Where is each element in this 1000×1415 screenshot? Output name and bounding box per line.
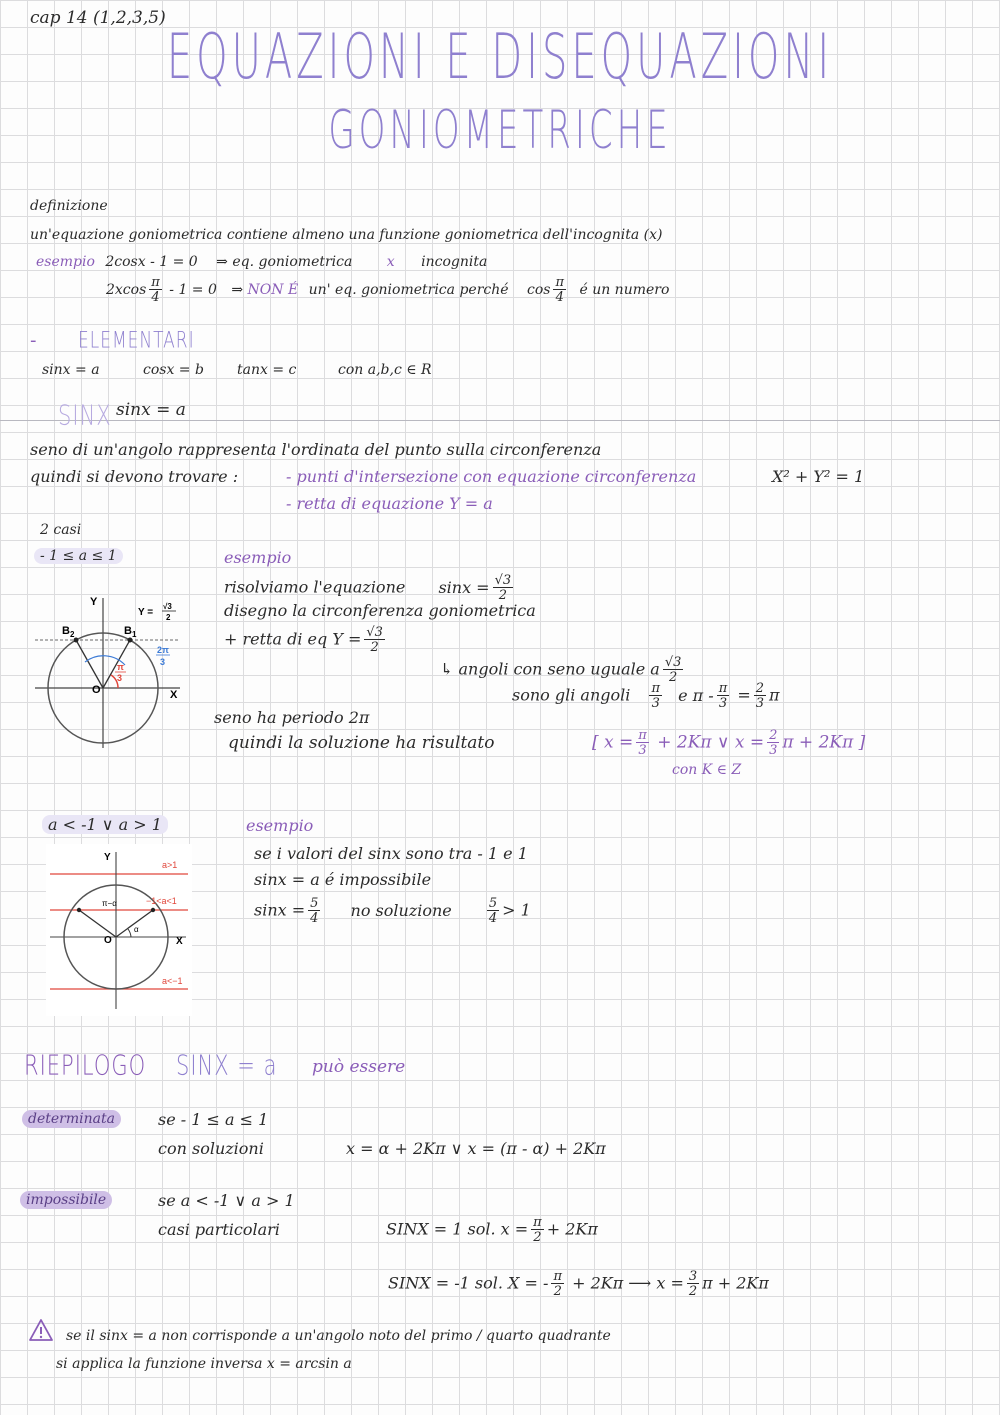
example2-end: é un numero — [579, 282, 670, 298]
sinx-line1: seno di un'angolo rappresenta l'ordinata del punto sulla circonferenza — [30, 440, 602, 459]
case2-example-label: esempio — [246, 816, 314, 835]
label-pi-alpha: π−α — [102, 899, 117, 908]
solution-end: π + 2Kπ ] — [782, 732, 866, 753]
example2-text: un' eq. goniometrica perché — [308, 282, 509, 298]
section-divider — [0, 420, 1000, 421]
elementari-condition: con a,b,c ∈ R — [338, 362, 432, 378]
case2-condition: a < -1 ∨ a > 1 — [42, 815, 168, 834]
solution-mid: + 2Kπ ∨ x = — [657, 732, 765, 753]
label-a-gt-1: a>1 — [162, 860, 178, 870]
point-alpha — [151, 908, 155, 912]
example-label: esempio — [36, 254, 95, 270]
case2-line2: sinx = a é impossibile — [254, 870, 432, 889]
solution-open: [ x = — [592, 732, 634, 753]
elementari-heading: ELEMENTARI — [78, 328, 195, 354]
radius-b2 — [76, 640, 103, 688]
example2-cos-fraction: $\frac{\pi}{4}$ — [555, 275, 564, 305]
case1-line5-and: e π - — [678, 685, 714, 705]
case1-line5-text: sono gli angoli — [512, 685, 631, 705]
label-x-2: X — [176, 936, 183, 947]
example1-eq: 2cosx - 1 = 0 — [105, 254, 198, 270]
label-a-between: −1<a<1 — [146, 896, 177, 906]
label-o-2: O — [104, 935, 112, 946]
label-alpha: α — [134, 925, 139, 934]
part2-fraction: $\frac{\pi}{2}$ — [553, 1269, 562, 1299]
definition-heading: definizione — [30, 198, 108, 214]
case1-line3-fraction: $\frac{√3}{2}$ — [366, 625, 383, 655]
solution-fraction2: $\frac{2}{3}$ — [769, 728, 778, 758]
particular-case2 — [388, 1270, 769, 1298]
case2-line3-fraction: $\frac{5}{4}$ — [310, 896, 319, 926]
example2-post: - 1 = 0 — [169, 282, 217, 298]
case1-line2: disegno la circonferenza goniometrica — [224, 601, 536, 620]
part2-fraction2: $\frac{3}{2}$ — [688, 1269, 698, 1299]
label-line-den: 2 — [166, 613, 171, 622]
part2-end: π + 2Kπ — [702, 1273, 769, 1293]
case1-line4-text: ↳ angoli con seno uguale a — [440, 659, 660, 679]
case2-line3-end: > 1 — [502, 900, 531, 920]
part2-mid: + 2Kπ ⟶ x = — [572, 1273, 684, 1293]
case1-period: seno ha periodo 2π — [214, 708, 370, 727]
label-line-num: √3 — [163, 602, 172, 611]
example2-pre: 2xcos — [106, 282, 147, 298]
riepilogo-eq: SINX = a — [176, 1050, 278, 1082]
case1-line1 — [224, 574, 516, 602]
sinx-bullet1-eq: X² + Y² = 1 — [772, 467, 865, 486]
definition-text: un'equazione goniometrica contiene almeno una funzione goniometrica dell'incognita (x) — [30, 227, 663, 243]
unit-circle-diagram-2 — [46, 844, 192, 1016]
case1-line4 — [440, 656, 686, 684]
case1-line1-text: risolviamo l'equazione — [224, 577, 406, 597]
label-a-lt-minus1: a<−1 — [162, 976, 183, 986]
riepilogo-heading: RIEPILOGO — [24, 1050, 147, 1082]
label-y: Y — [90, 596, 98, 608]
sinx-line2: quindi si devono trovare : — [30, 467, 239, 486]
case1-example-label: esempio — [224, 548, 292, 567]
sinx-heading: SINX — [58, 400, 112, 432]
warning-line2: si applica la funzione inversa x = arcsin a — [56, 1356, 352, 1372]
part2-pre: SINX = -1 sol. X = - — [388, 1273, 549, 1293]
label-angle-num: π — [117, 662, 124, 672]
elementari-eq2: cosx = b — [143, 362, 204, 378]
case1-solution-condition: con K ∈ Z — [672, 762, 742, 778]
example2-not: NON É — [247, 282, 299, 298]
label-b2: $B_2$ — [62, 625, 75, 639]
case1-line1-eq: sinx = — [438, 577, 490, 597]
sinx-bullet2: - retta di equazione Y = a — [286, 494, 493, 513]
case2-line1: se i valori del sinx sono tra - 1 e 1 — [254, 844, 528, 863]
case1-line5 — [512, 682, 780, 710]
angle3-fraction: $\frac{2}{3}$ — [755, 681, 765, 711]
determinata-condition: se - 1 ≤ a ≤ 1 — [158, 1110, 269, 1129]
angle1-fraction: $\frac{\pi}{3}$ — [651, 681, 661, 711]
label-angle-den: 3 — [117, 673, 123, 683]
particular-cases-text: casi particolari — [158, 1220, 280, 1239]
example1-arrow: ⇒ eq. goniometrica — [216, 254, 353, 270]
case2-line3-mid: no soluzione — [350, 900, 452, 920]
label-o: O — [92, 684, 101, 696]
example2-cos: cos — [526, 282, 551, 298]
case1-line1-fraction: $\frac{√3}{2}$ — [494, 573, 512, 603]
chapter-reference: cap 14 (1,2,3,5) — [30, 8, 166, 28]
elementari-eq3: tanx = c — [237, 362, 297, 378]
definition-example1 — [36, 254, 487, 270]
example1-var: x — [386, 254, 395, 270]
determinata-label: determinata — [22, 1110, 121, 1128]
elementari-eq1: sinx = a — [42, 362, 100, 378]
case1-line4-fraction: $\frac{√3}{2}$ — [664, 655, 682, 685]
label-x: X — [170, 689, 178, 701]
sinx-equation: sinx = a — [116, 400, 186, 420]
unit-circle-diagram-1 — [30, 590, 190, 750]
case1-line5-eq: = — [737, 685, 751, 705]
page-subtitle: GONIOMETRICHE — [328, 100, 672, 162]
warning-line1: se il sinx = a non corrisponde a un'angolo noto del primo / quarto quadrante — [66, 1328, 611, 1344]
solution-fraction1: $\frac{\pi}{3}$ — [638, 728, 647, 758]
definition-example2 — [106, 276, 669, 304]
case1-solution — [592, 729, 865, 757]
impossibile-condition: se a < -1 ∨ a > 1 — [158, 1191, 295, 1210]
label-line: Y = — [138, 607, 154, 618]
case2-line3-fraction2: $\frac{5}{4}$ — [488, 896, 498, 926]
riepilogo-tail: può essere — [312, 1057, 406, 1077]
warning-icon — [28, 1318, 54, 1342]
determinata-solution-text: con soluzioni — [158, 1139, 264, 1158]
case1-line3 — [224, 626, 388, 654]
determinata-solution: x = α + 2Kπ ∨ x = (π - α) + 2Kπ — [346, 1139, 606, 1158]
point-pi-alpha — [77, 908, 81, 912]
example2-arrow: ⇒ — [231, 282, 244, 298]
case2-line3 — [254, 897, 531, 925]
part1-pre: SINX = 1 sol. x = — [386, 1219, 529, 1239]
impossibile-label: impossibile — [20, 1191, 112, 1209]
case1-condition: - 1 ≤ a ≤ 1 — [34, 548, 123, 564]
label-b1: $B_1$ — [124, 625, 137, 639]
angle2-fraction: $\frac{\pi}{3}$ — [718, 681, 728, 711]
cases-count: 2 casi — [40, 522, 82, 538]
example1-var-label: incognita — [421, 254, 488, 270]
particular-case1 — [386, 1216, 598, 1244]
case1-line3-text: + retta di eq Y = — [224, 629, 362, 649]
label-angle2-num: 2π — [157, 645, 169, 655]
case2-line3-pre: sinx = — [254, 900, 306, 920]
part1-end: + 2Kπ — [546, 1219, 598, 1239]
case1-solution-text: quindi la soluzione ha risultato — [228, 733, 495, 753]
elementari-dash: - — [30, 330, 37, 351]
label-y-2: Y — [104, 852, 111, 863]
sinx-bullet1: - punti d'intersezione con equazione circonferenza — [286, 467, 697, 486]
label-angle2-den: 3 — [160, 657, 166, 667]
example2-fraction: $\frac{\pi}{4}$ — [151, 275, 160, 305]
part1-fraction: $\frac{\pi}{2}$ — [533, 1215, 542, 1245]
angle3-tail: π — [769, 685, 780, 705]
page-title: EQUAZIONI E DISEQUAZIONI — [166, 22, 834, 94]
